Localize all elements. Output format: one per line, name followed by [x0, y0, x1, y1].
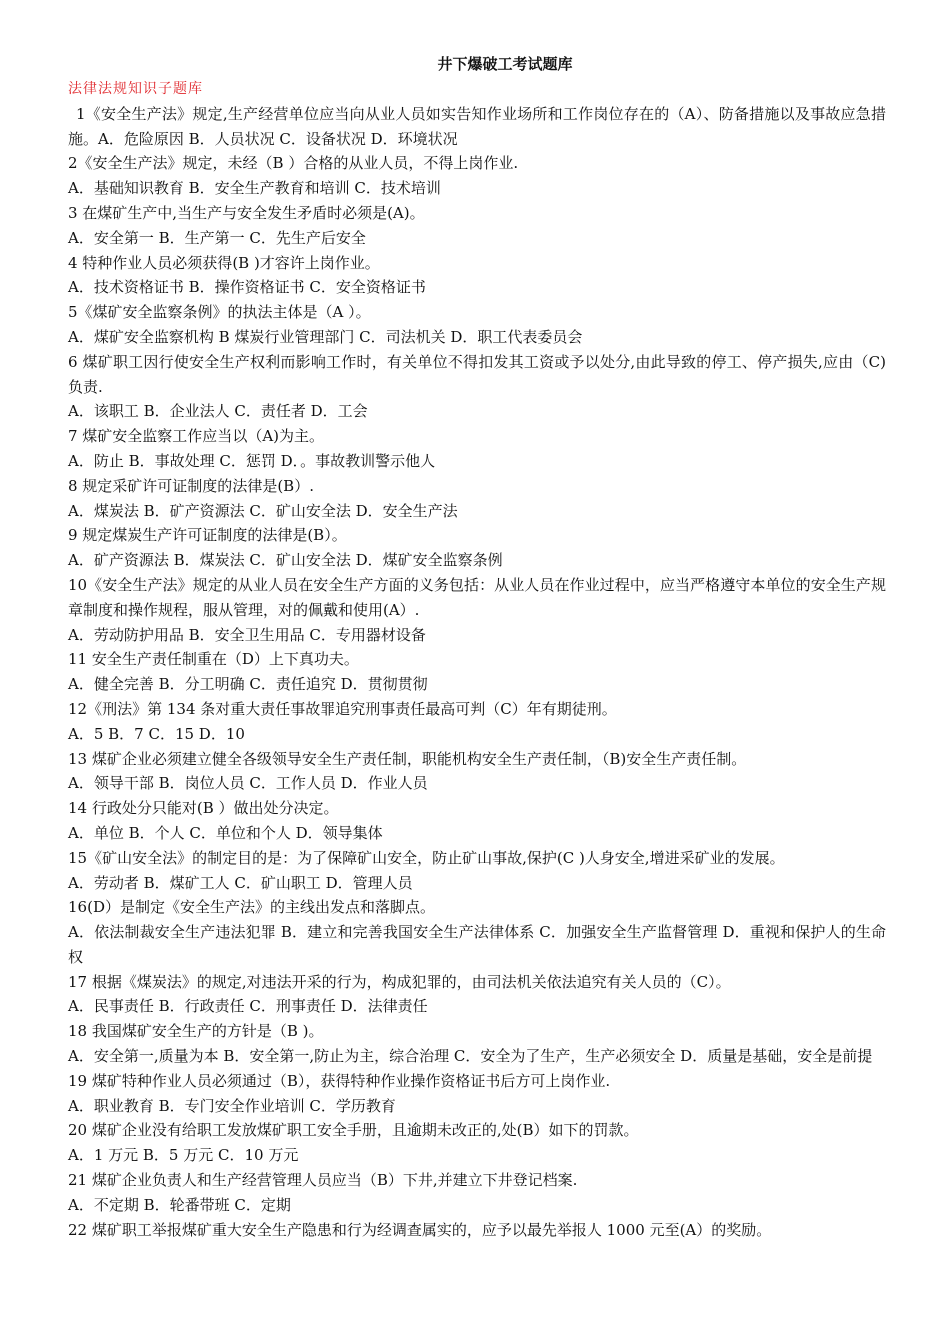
- question-line: 15《矿山安全法》的制定目的是：为了保障矿山安全，防止矿山事故,保护(C )人身安全,增进采矿业的发展。: [68, 848, 785, 867]
- question-line: A．基础知识教育 B．安全生产教育和培训 C．技术培训: [68, 179, 441, 198]
- question-line: A．安全第一 B．生产第一 C．先生产后安全: [68, 228, 366, 247]
- question-line: A．5 B．7 C．15 D．10: [68, 724, 245, 743]
- question-line: 1《安全生产法》规定,生产经营单位应当向从业人员如实告知作业场所和工作岗位存在的（A）、防备措施以及事故应急措施。A．危险原因 B．人员状况 C．设备状况 D．环境状况: [68, 104, 886, 148]
- question-line: A．煤矿安全监察机构 B 煤炭行业管理部门 C．司法机关 D．职工代表委员会: [68, 327, 583, 346]
- question-line: A．1 万元 B．5 万元 C．10 万元: [68, 1146, 299, 1165]
- question-line: A．该职工 B．企业法人 C．责任者 D．工会: [68, 402, 368, 421]
- document-page: [68, 52, 886, 1242]
- question-line: 9 规定煤炭生产许可证制度的法律是(B）。: [68, 526, 347, 545]
- question-line: 8 规定采矿许可证制度的法律是(B）.: [68, 476, 314, 495]
- question-line: 19 煤矿特种作业人员必须通过（B），获得特种作业操作资格证书后方可上岗作业.: [68, 1071, 611, 1090]
- question-line: 10《安全生产法》规定的从业人员在安全生产方面的义务包括：从业人员在作业过程中，应当严格遵守本单位的安全生产规章制度和操作规程，服从管理，对的佩戴和使用(A）.: [68, 575, 886, 619]
- question-line: A．劳动者 B．煤矿工人 C．矿山职工 D．管理人员: [68, 873, 413, 892]
- question-line: 11 安全生产责任制重在（D）上下真功夫。: [68, 650, 359, 669]
- question-line: 14 行政处分只能对(B ）做出处分决定。: [68, 799, 339, 818]
- question-line: 7 煤矿安全监察工作应当以（A)为主。: [68, 427, 324, 446]
- question-line: A．健全完善 B．分工明确 C．责任追究 D．贯彻贯彻: [68, 675, 428, 694]
- question-line: 5《煤矿安全监察条例》的执法主体是（A ）。: [68, 303, 371, 322]
- question-line: A．煤炭法 B．矿产资源法 C．矿山安全法 D．安全生产法: [68, 501, 458, 520]
- question-line: A．矿产资源法 B．煤炭法 C．矿山安全法 D．煤矿安全监察条例: [68, 551, 503, 570]
- question-line: 4 特种作业人员必须获得(B )才容许上岗作业。: [68, 253, 380, 272]
- question-line: A．劳动防护用品 B．安全卫生用品 C．专用器材设备: [68, 625, 426, 644]
- question-line: A．单位 B．个人 C．单位和个人 D．领导集体: [68, 823, 383, 842]
- question-line: 13 煤矿企业必须建立健全各级领导安全生产责任制，职能机构安全生产责任制，（B)安全生产责任制。: [68, 749, 747, 768]
- question-line: 21 煤矿企业负责人和生产经营管理人员应当（B）下井,并建立下井登记档案.: [68, 1171, 578, 1190]
- question-line: A．民事责任 B．行政责任 C．刑事责任 D．法律责任: [68, 997, 428, 1016]
- question-line: 22 煤矿职工举报煤矿重大安全生产隐患和行为经调查属实的，应予以最先举报人 1000 元至(A）的奖励。: [68, 1220, 772, 1239]
- question-line: A．安全第一,质量为本 B．安全第一,防止为主，综合治理 C．安全为了生产，生产必须安全 D．质量是基础，安全是前提: [68, 1047, 873, 1066]
- question-line: 20 煤矿企业没有给职工发放煤矿职工安全手册，且逾期未改正的,处(B）如下的罚款。: [68, 1121, 639, 1140]
- question-line: A．领导干部 B．岗位人员 C．工作人员 D．作业人员: [68, 774, 428, 793]
- question-line: A．技术资格证书 B．操作资格证书 C．安全资格证书: [68, 278, 426, 297]
- question-list: [68, 102, 886, 1243]
- question-line: A．不定期 B．轮番带班 C．定期: [68, 1195, 291, 1214]
- question-line: 2《安全生产法》规定，未经（B ）合格的从业人员，不得上岗作业.: [68, 154, 519, 173]
- question-line: 18 我国煤矿安全生产的方针是（B )。: [68, 1022, 324, 1041]
- question-line: 17 根据《煤炭法》的规定,对违法开采的行为，构成犯罪的，由司法机关依法追究有关人员的（C）。: [68, 972, 731, 991]
- question-line: 6 煤矿职工因行使安全生产权利而影响工作时，有关单位不得扣发其工资或予以处分,由此导致的停工、停产损失,应由（C)负责.: [68, 352, 886, 396]
- question-line: A．依法制裁安全生产违法犯罪 B．建立和完善我国安全生产法律体系 C．加强安全生产监督管理 D．重视和保护人的生命权: [68, 923, 886, 966]
- question-line: 3 在煤矿生产中,当生产与安全发生矛盾时必须是(A)。: [68, 203, 425, 222]
- question-line: 12《刑法》第 134 条对重大责任事故罪追究刑事责任最高可判（C）年有期徒刑。: [68, 699, 617, 718]
- question-line: A．防止 B．事故处理 C．惩罚 D．。事故教训警示他人: [68, 451, 436, 470]
- document-title: 井下爆破工考试题库: [437, 55, 573, 73]
- question-line: A．职业教育 B．专门安全作业培训 C．学历教育: [68, 1096, 396, 1115]
- section-heading: 法律法规知识子题库: [68, 81, 203, 97]
- question-line: 16(D）是制定《安全生产法》的主线出发点和落脚点。: [68, 898, 435, 917]
